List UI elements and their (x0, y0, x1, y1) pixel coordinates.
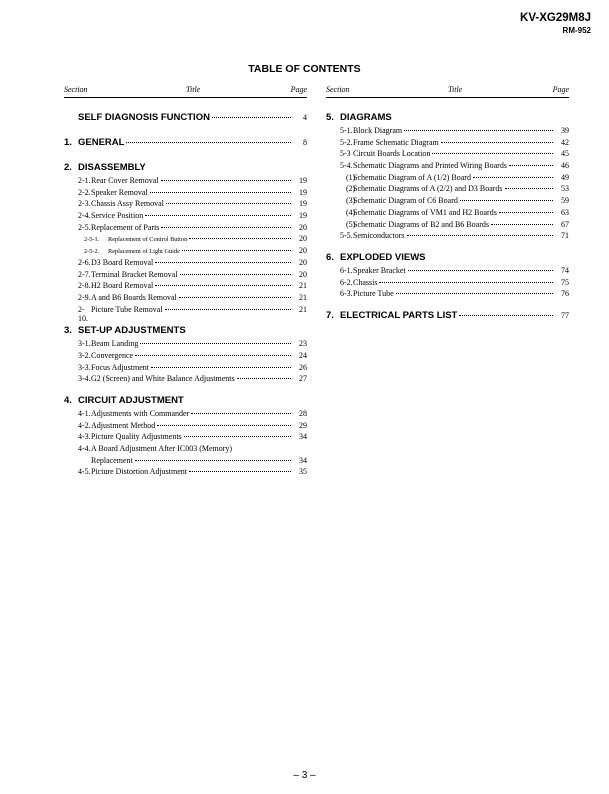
toc-entry[interactable]: 3-3. Focus Adjustment 26 (78, 362, 307, 372)
toc-entry[interactable]: 2-3. Chassis Assy Removal 19 (78, 199, 307, 209)
remote-model: RM-952 (562, 26, 591, 35)
page-number: – 3 – (293, 770, 316, 781)
toc-section-general[interactable]: 1. GENERAL 8 (64, 137, 307, 148)
toc-entry[interactable]: 4-4. A Board Adjustment After IC003 (Memory) (78, 444, 233, 454)
toc-subentry[interactable]: 2-5-2. Replacement of Light Guide 20 (84, 246, 307, 256)
toc-entry[interactable]: 2-4. Service Position 19 (78, 211, 307, 221)
toc-entry[interactable]: 5-5. Semiconductors 71 (340, 231, 569, 241)
toc-entry[interactable]: 5-4. Schematic Diagrams and Printed Wiring Boards 46 (340, 161, 569, 171)
toc-entry[interactable]: 6-3. Picture Tube 76 (340, 289, 569, 299)
right-column-header (326, 85, 569, 98)
toc-subentry[interactable]: (1) Schematic Diagram of A (1/2) Board 49 (346, 172, 569, 182)
section-header: Section (64, 85, 88, 94)
left-column-header (64, 85, 307, 98)
toc-entry[interactable]: 4-5. Picture Distortion Adjustment 35 (78, 467, 307, 477)
toc-right-column (326, 112, 569, 324)
toc-section-self-diagnosis[interactable]: SELF DIAGNOSIS FUNCTION 4 (78, 112, 307, 123)
toc-subentry[interactable]: 2-5-1. Replacement of Control Button 20 (84, 234, 307, 244)
toc-entry[interactable]: 5-1. Block Diagram 39 (340, 126, 569, 135)
toc-entry[interactable]: 4-2. Adjustment Method 29 (78, 420, 307, 430)
toc-entry[interactable]: 4-3. Picture Quality Adjustments 34 (78, 432, 307, 442)
toc-subentry[interactable]: (3) Schematic Diagram of C6 Board 59 (346, 196, 569, 206)
toc-subentry[interactable]: (5) Schematic Diagrams of B2 and B6 Boards 67 (346, 219, 569, 229)
title-header: Title (448, 85, 463, 94)
toc-entry[interactable]: 2-10. Picture Tube Removal 21 (78, 304, 307, 323)
page-header: Page (552, 85, 569, 94)
toc-entry[interactable]: 2-1. Rear Cover Removal 19 (78, 176, 307, 185)
model-number: KV-XG29M8J (520, 12, 591, 24)
toc-entry[interactable]: 6-2. Chassis 75 (340, 277, 569, 287)
toc-section-exploded-views[interactable]: 6. EXPLODED VIEWS (326, 251, 426, 263)
toc-section-circuit-adjustment[interactable]: 4. CIRCUIT ADJUSTMENT (64, 395, 184, 406)
section-header: Section (326, 85, 350, 94)
toc-entry-continued[interactable]: Replacement 34 (91, 455, 307, 465)
toc-section-diagrams[interactable]: 5. DIAGRAMS (326, 112, 392, 123)
toc-entry[interactable]: 5-2. Frame Schematic Diagram 42 (340, 137, 569, 147)
model-header (520, 12, 591, 36)
toc-entry[interactable]: 2-6. D3 Board Removal 20 (78, 257, 307, 267)
toc-subentry[interactable]: (2) Schematic Diagrams of A (2/2) and D3 Boards 53 (346, 184, 569, 194)
toc-entry[interactable]: 2-9. A and B6 Boards Removal 21 (78, 292, 307, 302)
toc-entry[interactable]: 6-1. Speaker Bracket 74 (340, 265, 569, 275)
toc-entry[interactable]: 3-4. G2 (Screen) and White Balance Adjustments 27 (78, 374, 307, 384)
page-title: TABLE OF CONTENTS (248, 63, 361, 75)
toc-section-setup-adjustments[interactable]: 3. SET-UP ADJUSTMENTS (64, 325, 186, 337)
toc-entry[interactable]: 3-2. Convergence 24 (78, 350, 307, 360)
toc-entry[interactable]: 5-3 Circuit Boards Location 45 (340, 149, 569, 159)
toc-entry[interactable]: 2-8. H2 Board Removal 21 (78, 281, 307, 291)
toc-entry[interactable]: 3-1. Beam Landing 23 (78, 339, 307, 349)
toc-section-electrical-parts-list[interactable]: 7. ELECTRICAL PARTS LIST 77 (326, 309, 569, 321)
toc-entry[interactable]: 4-1. Adjustments with Commander 28 (78, 409, 307, 418)
toc-entry[interactable]: 2-7. Terminal Bracket Removal 20 (78, 269, 307, 279)
title-header: Title (186, 85, 201, 94)
page-header: Page (290, 85, 307, 94)
toc-subentry[interactable]: (4) Schematic Diagrams of VM1 and H2 Boards 63 (346, 207, 569, 217)
toc-entry[interactable]: 2-5. Replacement of Parts 20 (78, 222, 307, 232)
toc-entry[interactable]: 2-2. Speaker Removal 19 (78, 187, 307, 197)
toc-section-disassembly[interactable]: 2. DISASSEMBLY (64, 162, 146, 173)
toc-left-column (64, 112, 307, 479)
